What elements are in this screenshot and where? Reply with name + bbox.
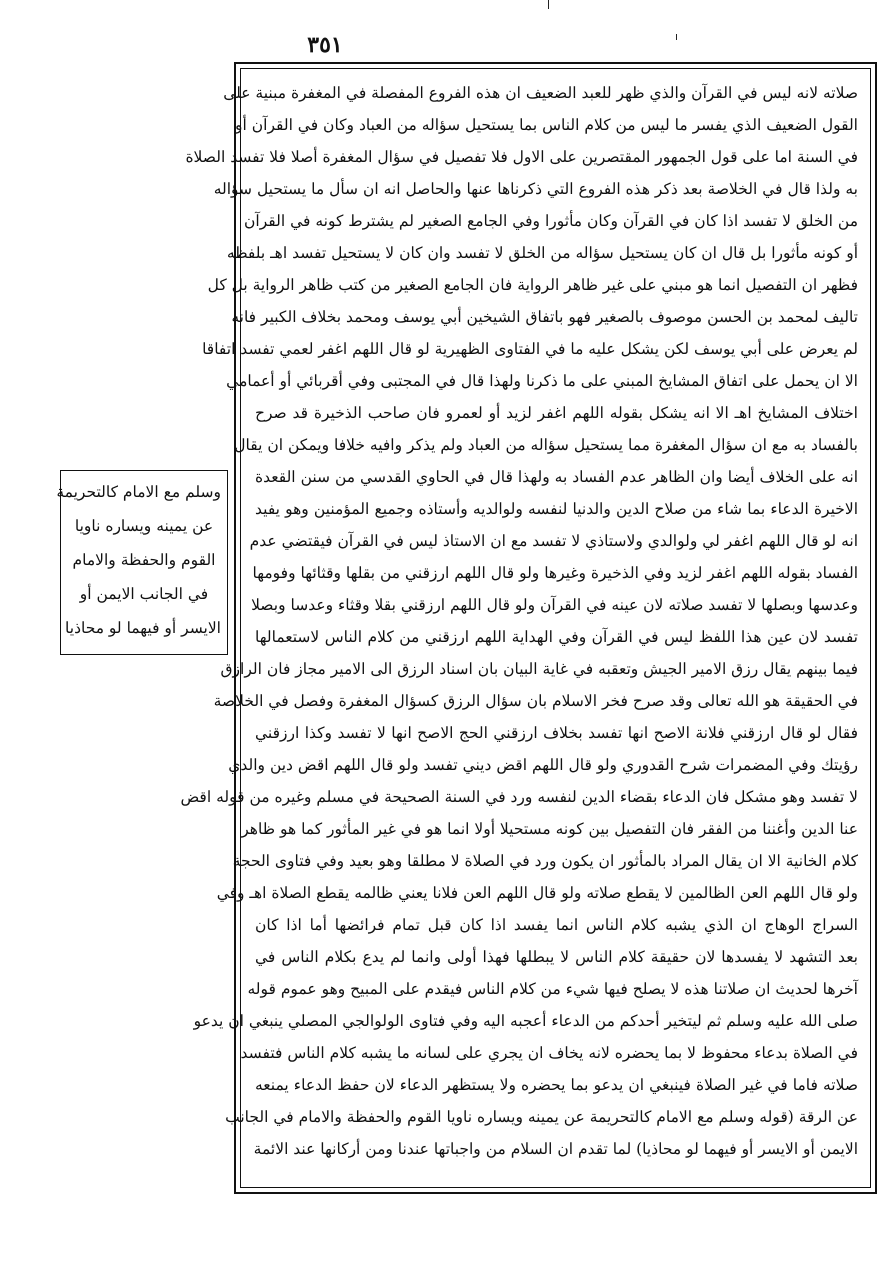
text-line: أو كونه مأثورا بل قال ان كان يستحيل سؤاله من الخلق لا تفسد وان كان لا يستحيل تفسد اهـ بلفظه <box>226 244 858 262</box>
margin-note-line: في الجانب الايمن أو <box>79 585 209 603</box>
text-line: به ولذا قال في الخلاصة بعد ذكر هذه الفروع التي ذكرناها عنها والحاصل انه ان سأل ما يستحيل سؤاله <box>213 180 858 198</box>
text-line: تفسد لان عين هذا اللفظ ليس في القرآن وفي الهداية اللهم ارزقني من كلام الناس لاستعمالها <box>255 628 858 646</box>
text-line: فيما بينهم يقال رزق الامير الجيش وتعقبه في غاية البيان بان اسناد الرزق الى الامير مجاز فان الرازق <box>220 660 858 678</box>
text-line: لم يعرض على أبي يوسف لكن يشكل عليه ما في الفتاوى الظهيرية لو قال اللهم اغفر لعمي تفسد اتفاقا <box>202 340 858 358</box>
margin-note-line: وسلم مع الامام كالتحريمة <box>56 483 221 501</box>
text-line: وعدسها وبصلها لا تفسد صلاته لان عينه في القرآن ولو قال اللهم ارزقني بقلا وقثاء وعدسا وبصلا <box>251 596 858 614</box>
text-line: الفساد بقوله اللهم اغفر لزيد وفي الذخيرة وغيرها ولو قال اللهم ارزقني من بقلها وقثائها وفومها <box>252 564 858 582</box>
scan-mark <box>676 34 677 40</box>
main-text-frame <box>180 62 877 1194</box>
text-line: الاخيرة الدعاء بما شاء من صلاح الدين والدنيا لنفسه ولوالديه وأستاذه وجميع المؤمنين وهو يفيد <box>255 500 858 518</box>
scan-mark <box>548 0 549 9</box>
text-line: صلاته فاما في غير الصلاة فينبغي ان يدعو بما يحضره ولا يستظهر الدعاء لان حفظ الدعاء يمنعه <box>255 1076 858 1094</box>
text-line: الا ان يحمل على اتفاق المشايخ المبني على ما ذكرنا ولهذا قال في المجتبى وفي أقربائي أو أعمامي <box>226 372 858 390</box>
text-line: آخرها لحديث ان صلاتنا هذه لا يصلح فيها شيء من كلام الناس فيقدم على المبيح وهو عموم قوله <box>247 980 858 998</box>
main-text-frame-inner <box>180 68 871 1188</box>
text-line: فقال لو قال ارزقني فلانة الاصح انها تفسد بخلاف ارزقني الحج الاصح انها لا تفسد وكذا ارزقني <box>255 724 858 742</box>
text-line: من الخلق لا تفسد اذا كان في القرآن وكان مأثورا وفي الجامع الصغير لم يشترط كونه في القرآن <box>244 212 858 230</box>
text-line: انه لو قال اللهم اغفر لي ولوالدي ولاستاذي لا تفسد مع ان الاستاذ ليس في القرآن فيقتضي عدم <box>249 532 858 550</box>
text-line: تاليف لمحمد بن الحسن موصوف بالصغير فهو باتفاق الشيخين أبي يوسف ومحمد بخلاف الكبير فانه <box>231 308 858 326</box>
text-line: صلى الله عليه وسلم ثم ليتخير أحدكم من الدعاء أعجبه اليه وفي فتاوى الولوالجي المصلي ينبغي ان يدعو <box>193 1012 858 1030</box>
text-line: صلاته لانه ليس في القرآن والذي ظهر للعبد الضعيف ان هذه الفروع المفصلة في المغفرة مبنية على <box>223 84 858 102</box>
text-line: في الحقيقة هو الله تعالى وقد صرح فخر الاسلام بان سؤال الرزق كسؤال المغفرة وفصل في الخلاصة <box>213 692 858 710</box>
text-line: انه على الخلاف أيضا وان الظاهر عدم الفساد به ولهذا قال في الحاوي القدسي من سنن القعدة <box>255 468 858 486</box>
margin-note-line: القوم والحفظة والامام <box>72 551 216 569</box>
text-line: في السنة اما على قول الجمهور المقتصرين على الاول فلا تفصيل في سؤال المغفرة أصلا فلا تفسد الصلاة <box>185 148 858 166</box>
text-line: عنا الدين وأغننا من الفقر فان التفصيل بين كونه مستحيلا أولا انما هو في غير المأثور كما هو ظاهر <box>241 820 858 838</box>
margin-note-line: عن يمينه ويساره ناويا <box>74 517 214 535</box>
text-line: في الصلاة بدعاء محفوظ لا بما يحضره لانه يخاف ان يجري على لسانه ما يشبه كلام الناس فتفسد <box>240 1044 858 1062</box>
text-line: رؤيتك وفي المضمرات شرح القدوري ولو قال اللهم اقض ديني تفسد ولو قال اللهم اقض دين والدي <box>228 756 858 774</box>
text-line: القول الضعيف الذي يفسر ما ليس من كلام الناس بما يستحيل سؤاله من العباد وكان في القرآن أو <box>235 116 858 134</box>
text-line: كلام الخانية الا ان يقال المراد بالمأثور ان يكون ورد في الصلاة لا مطلقا وهو بعيد وفي فتاوى الحجة <box>232 852 858 870</box>
text-line: فظهر ان التفصيل انما هو مبني على غير ظاهر الرواية فان الجامع الصغير من كتب ظاهر الرواية بل كل <box>207 276 858 294</box>
text-line: السراج الوهاج ان الذي يشبه كلام الناس انما يفسد اذا كان قبل تمام فرائضها أما اذا كان <box>255 916 858 934</box>
text-line: ولو قال اللهم العن الظالمين لا يقطع صلاته ولو قال اللهم العن فلانا يعني ظالمه يقطع الصلاة اهـ وفي <box>216 884 858 902</box>
margin-note-line: الايسر أو فيهما لو محاذيا <box>65 619 221 637</box>
text-line: بعد التشهد لا يفسدها لان حقيقة كلام الناس لا يبطلها فهذا أولى وانما لم يدع بكلام الناس في <box>255 948 858 966</box>
text-line: الايمن أو الايسر أو فيهما لو محاذيا) لما تقدم ان السلام من واجباتها عندنا ومن أركانها عند الائمة <box>253 1140 858 1158</box>
margin-note-box <box>56 470 228 655</box>
text-line: عن الرقة (قوله وسلم مع الامام كالتحريمة عن يمينه ويساره ناويا القوم والحفظة والامام في الجانب <box>225 1108 858 1126</box>
text-line: لا تفسد وهو مشكل فان الدعاء بقضاء الدين لنفسه ورد في السنة الصحيحة في مسلم وغيره من قوله اقض <box>180 788 858 806</box>
text-line: بالفساد به مع ان سؤال المغفرة مما يستحيل سؤاله من العباد ولم يذكر وافيه خلافا ويمكن ان يقال <box>234 436 858 454</box>
page-number: ٣٥١ <box>307 32 343 58</box>
text-line: اختلاف المشايخ اهـ الا انه يشكل بقوله اللهم اغفر لزيد أو لعمرو فان صاحب الذخيرة قد صرح <box>255 404 858 422</box>
